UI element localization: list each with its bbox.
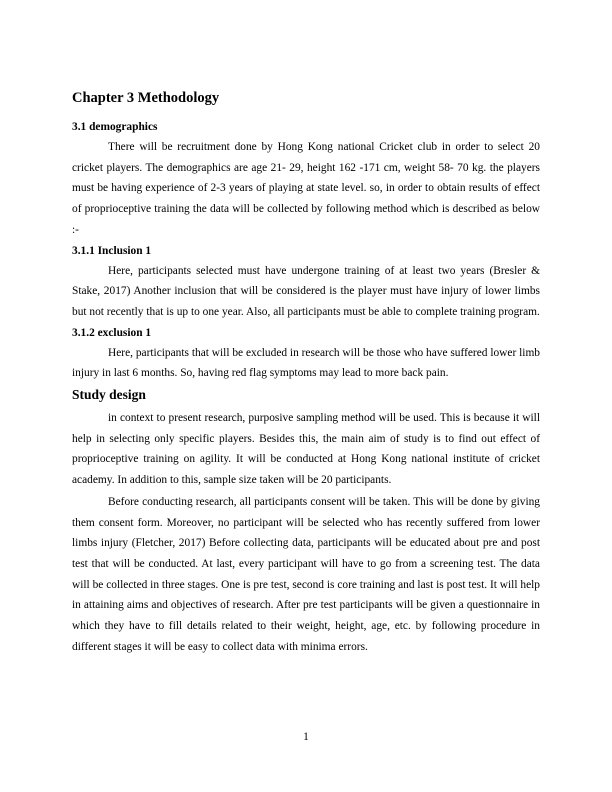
page-content bbox=[72, 88, 540, 658]
study-design-paragraph-1: in context to present research, purposive sampling method will be used. This is because it will help in selecting only specific players. Besides this, the main aim of study is to find out effect of proprioceptive training on agility. It will be conducted at Hong Kong national institute of cricket academy. In addition to this, sample size taken will be 20 participants. bbox=[72, 412, 540, 487]
inclusion-paragraph: Here, participants selected must have undergone training of at least two years (Bresler & Stake, 2017) Another inclusion that will be considered is the player must have injury of lower limbs but not recently that is up to one year. Also, all participants must be able to complete training program. bbox=[72, 264, 540, 318]
study-design-paragraph-2: Before conducting research, all participants consent will be taken. This will be done by giving them consent form. Moreover, no participant will be selected who has recently suffered from lower limbs injury (Fletcher, 2017) Before collecting data, participants will be educated about pre and post test that will be conducted. At last, every participant will have to go from a screening test. The data will be collected in three stages. One is pre test, second is core training and last is post test. It will help in attaining aims and objectives of research. After pre test participants will be given a questionnaire in which they have to fill details related to their weight, height, age, etc. by following procedure in different stages it will be easy to collect data with minima errors. bbox=[72, 495, 540, 653]
page-number: 1 bbox=[303, 731, 309, 743]
inclusion-heading: 3.1.1 Inclusion 1 bbox=[72, 244, 152, 257]
chapter-title: Chapter 3 Methodology bbox=[72, 90, 220, 106]
demographics-paragraph: There will be recruitment done by Hong Kong national Cricket club in order to select 20 cricket players. The demographics are age 21- 29, height 162 -171 cm, weight 58- 70 kg. the players must be having experience of 2-3 years of playing at state level. so, in order to obtain results of effect of proprioceptive training the data will be collected by following method which is described as below :- bbox=[72, 141, 540, 236]
exclusion-paragraph: Here, participants that will be excluded in research will be those who have suffered lower limb injury in last 6 months. So, having red flag symptoms may lead to more back pain. bbox=[72, 346, 540, 380]
study-design-heading: Study design bbox=[72, 387, 146, 403]
exclusion-heading: 3.1.2 exclusion 1 bbox=[72, 326, 152, 339]
demographics-heading: 3.1 demographics bbox=[72, 121, 158, 133]
